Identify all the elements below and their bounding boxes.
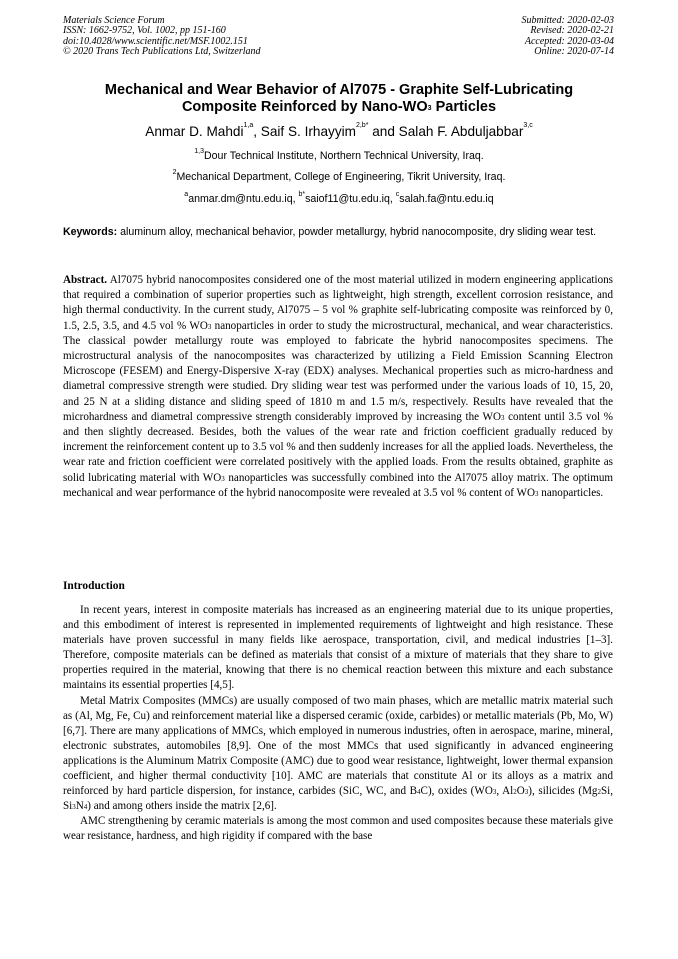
title-line-2: Composite Reinforced by Nano-$WO_3$ Particles [181,99,497,115]
author-name: , Saif S. Irhayyim [253,124,356,139]
accepted-date: Accepted: 2020-03-04 [524,35,614,47]
title-line-1: Mechanical and Wear Behavior of Al7075 - Graphite Self-Lubricating [104,82,574,98]
issn-line: ISSN: 1662-9752, Vol. 1002, pp 151-160 [63,25,226,37]
revised-date: Revised: 2020-02-21 [530,25,614,37]
journal-info [63,16,261,58]
publication-dates [522,16,615,58]
author-list: Anmar D. Mahdi$^{1,a}$, Saif S. Irhayyim$^{2,b*}$ and Salah F. Abduljabbar$^{3,c}$ [145,122,533,139]
introduction-body [63,603,613,845]
abstract-label: Abstract. [63,274,108,286]
paragraph: AMC strengthening by ceramic materials is among the most common and used composites because these materials give wear resistance, hardness, and high rigidity if compared with the base [63,815,613,843]
paper-title [60,82,618,116]
paragraph: Metal Matrix Composites (MMCs) are usually composed of two main phases, which are metallic matrix material such as (Al, Mg, Fe, Cu) and reinforcement material like a dispersed ceramic (oxide, carbides) or metallic materials (Pb, Mo, W) [6,7]. There are many applications of MMCs, which employed in numerous industries, often in aerospace, marine, mineral, electronic substrates, automobiles [8,9]. One of the most MMCs that used significantly in advanced engineering applications is the Aluminum Matrix Composite (AMC) due to good wear resistance, lightweight, lower thermal expansion coefficient, and higher thermal conductivity [10]. AMC are materials that constitute Al or its alloys as a matrix and reinforced by hard particle dispersion, for instance, carbides (SiC, WC, and $B_4C$), oxides ($WO_3$, $Al_2O_3$), silicides ($Mg_2Si$, $Si_3N_4$) and among others inside the matrix [2,6]. [63,694,614,813]
online-date: Online: 2020-07-14 [534,46,614,58]
copyright-line: © 2020 Trans Tech Publications Ltd, Switzerland [63,46,261,58]
author-name: Anmar D. Mahdi [145,124,244,139]
email-link[interactable]: anmar.dm@ntu.edu.iq, [188,193,299,205]
journal-name: Materials Science Forum [63,15,165,26]
email-link[interactable]: salah.fa@ntu.edu.iq [399,193,494,205]
abstract: Abstract. Al7075 hybrid nanocomposites considered one of the most material utilized in modern engineering applications that required a combination of superior properties such as lightweight, high strength, excellent corrosion resistance, and high thermal conductivity. In the current study, Al7075 – 5 vol % graphite self-lubricating composite was reinforced by 0, 1.5, 2.5, 3.5, and 4.5 vol % $WO_3$ nanoparticles in order to study the microstructural, mechanical, and wear characteristics. The classical powder metallurgy route was employed to fabricate the hybrid nanocomposites specimens. The microstructural analysis of the nanocomposites was characterized by utilizing a Field Emission Scanning Electron Microscope (FESEM) and Energy-Dispersive X-ray (EDX) analyses. Mechanical properties such as micro-hardness and diametral compressive strength were studied. Dry sliding wear test was performed under the various loads of 10, 15, 20, and 25 N at a sliding distance and sliding speed of 1810 m and 1.5 m/s, respectively. Results have revealed that the microhardness and diametral compressive strength considerably improved by increasing the $WO_3$ content until 3.5 vol % and then slightly decreased. Besides, both the values of the wear rate and friction coefficient gradually reduced by increment the reinforcement content up to 3.5 vol % and then suddenly increases for all the applied loads. Nevertheless, the wear rate and friction coefficient were correlated positively with the applied loads. From the results obtained, graphite as solid lubricating material with $WO_3$ nanoparticles was successfully combined into the Al7075 alloy matrix. The optimum mechanical and wear performance of the hybrid nanocomposite were revealed at 3.5 vol % content of $WO_3$ nanoparticles. [63,274,613,499]
email-link[interactable]: saiof11@tu.edu.iq, [305,193,396,205]
keywords-text: aluminum alloy, mechanical behavior, powder metallurgy, hybrid nanocomposite, dry sliding wear test. [117,226,597,238]
keywords-label: Keywords: [63,226,118,238]
keywords [63,225,613,240]
affiliation-1: $^{1,3}$Dour Technical Institute, Northern Technical University, Iraq. [194,148,484,162]
doi-line: doi:10.4028/www.scientific.net/MSF.1002.151 [63,35,248,47]
affiliation-2: $^2$Mechanical Department, College of Engineering, Tikrit University, Iraq. [172,169,506,183]
submitted-date: Submitted: 2020-02-03 [521,15,614,26]
author-emails: $^a$anmar.dm@ntu.edu.iq, $^{b*}$saiof11@tu.edu.iq, $^c$salah.fa@ntu.edu.iq [184,191,494,205]
author-name: and Salah F. Abduljabbar [368,124,524,139]
section-heading-introduction: Introduction [63,580,125,592]
paragraph: In recent years, interest in composite materials has increased as an engineering material due to its unique properties, and this embodiment of interest is represented in implemented requirements of lightweight and high resistance. These materials have proven successful in many fields like aerospace, transportation, civil, and medical industries [1–3]. Therefore, composite materials can be defined as materials that consist of a mixture of materials that they share to give properties required in the material, knowing that there is no chemical reaction between this mixture and each substance maintains its essential properties [4,5]. [63,604,613,692]
